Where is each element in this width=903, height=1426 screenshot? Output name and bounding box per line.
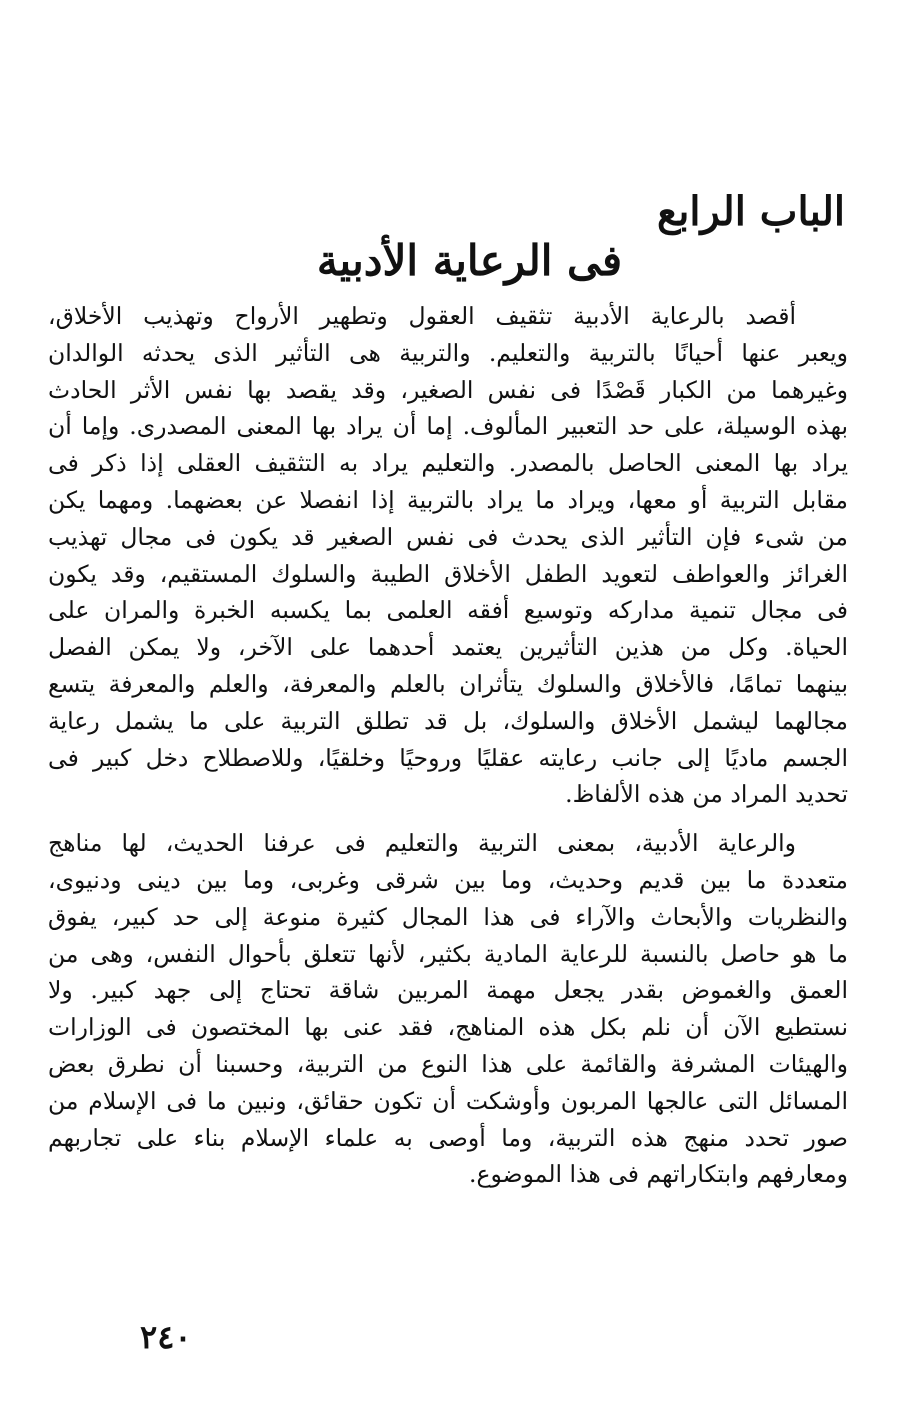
text-line: الحياة. وكل من هذين التأثيرين يعتمد أحدهما على الآخر، ولا يمكن الفصل <box>48 633 848 662</box>
text-line: والنظريات والأبحاث والآراء فى هذا المجال كثيرة منوعة إلى حد كبير، يفوق <box>48 902 848 931</box>
text-line: وغيرهما من الكبار قَصْدًا فى نفس الصغير، وقد يقصد بها نفس الأثر الحادث <box>48 375 848 404</box>
text-line: العمق والغموض بقدر يجعل مهمة المربين شاقة تحتاج إلى جهد كبير. ولا <box>48 976 848 1005</box>
text-line: مقابل التربية أو معها، ويراد ما يراد بالتربية إذا انفصلا عن بعضهما. ومهما يكن <box>48 485 848 514</box>
text-line: ما هو حاصل بالنسبة للرعاية المادية بكثير، لأنها تتعلق بأحوال النفس، وهى من <box>48 939 848 968</box>
text-line: صور تحدد منهج هذه التربية، وما أوصى به علماء الإسلام بناء على تجاربهم <box>48 1123 848 1152</box>
text-line: والهيئات المشرفة والقائمة على هذا النوع من التربية، وحسبنا أن نطرق بعض <box>48 1049 848 1078</box>
body-text <box>48 298 848 1193</box>
text-line: الغرائز والعواطف لتعويد الطفل الأخلاق الطيبة والسلوك المستقيم، وقد يكون <box>48 559 848 588</box>
text-line: نستطيع الآن أن نلم بكل هذه المناهج، فقد عنى بها المختصون فى الوزارات <box>48 1013 848 1042</box>
paragraph-2 <box>48 825 848 1193</box>
text-line: متعددة ما بين قديم وحديث، وما بين شرقى وغربى، وما بين دينى ودنيوى، <box>48 865 848 894</box>
page-number: ٢٤٠ <box>140 1318 192 1356</box>
text-line: أقصد بالرعاية الأدبية تثقيف العقول وتطهير الأرواح وتهذيب الأخلاق، <box>48 302 796 330</box>
text-line: يراد بها المعنى الحاصل بالمصدر. والتعليم يراد به التثقيف العقلى إذا ذكر فى <box>48 449 848 478</box>
text-line: فى مجال تنمية مداركه وتوسيع أفقه العلمى بما يكسبه الخبرة والمران على <box>48 596 848 625</box>
text-line: بهذه الوسيلة، على حد التعبير المألوف. إما أن يراد بها المعنى المصدرى. وإما أن <box>48 412 848 441</box>
text-line: مجالهما ليشمل الأخلاق والسلوك، بل قد تطلق التربية على ما يشمل رعاية <box>48 706 848 735</box>
text-line: ومعارفهم وابتكاراتهم فى هذا الموضوع. <box>469 1160 848 1189</box>
paragraph-1 <box>48 298 848 813</box>
text-line: ويعبر عنها أحيانًا بالتربية والتعليم. والتربية هى التأثير الذى يحدثه الوالدان <box>48 338 848 367</box>
paragraph-spacer <box>48 813 848 825</box>
chapter-heading: الباب الرابع <box>656 188 845 235</box>
text-line: المسائل التى عالجها المربون وأوشكت أن تكون حقائق، ونبين ما فى الإسلام من <box>48 1086 848 1115</box>
text-line: من شىء فإن التأثير الذى يحدث فى نفس الصغير قد يكون فى مجال تهذيب <box>48 522 848 551</box>
chapter-title: فى الرعاية الأدبية <box>316 236 623 285</box>
text-line: الجسم ماديًا إلى جانب رعايته عقليًا وروحيًا وخلقيًا، وللاصطلاح دخل كبير فى <box>48 743 848 772</box>
text-line: والرعاية الأدبية، بمعنى التربية والتعليم فى عرفنا الحديث، لها مناهج <box>48 829 796 858</box>
text-line: تحديد المراد من هذه الألفاظ. <box>565 780 848 809</box>
text-line: بينهما تمامًا، فالأخلاق والسلوك يتأثران بالعلم والمعرفة، والعلم والمعرفة يتسع <box>48 669 848 698</box>
